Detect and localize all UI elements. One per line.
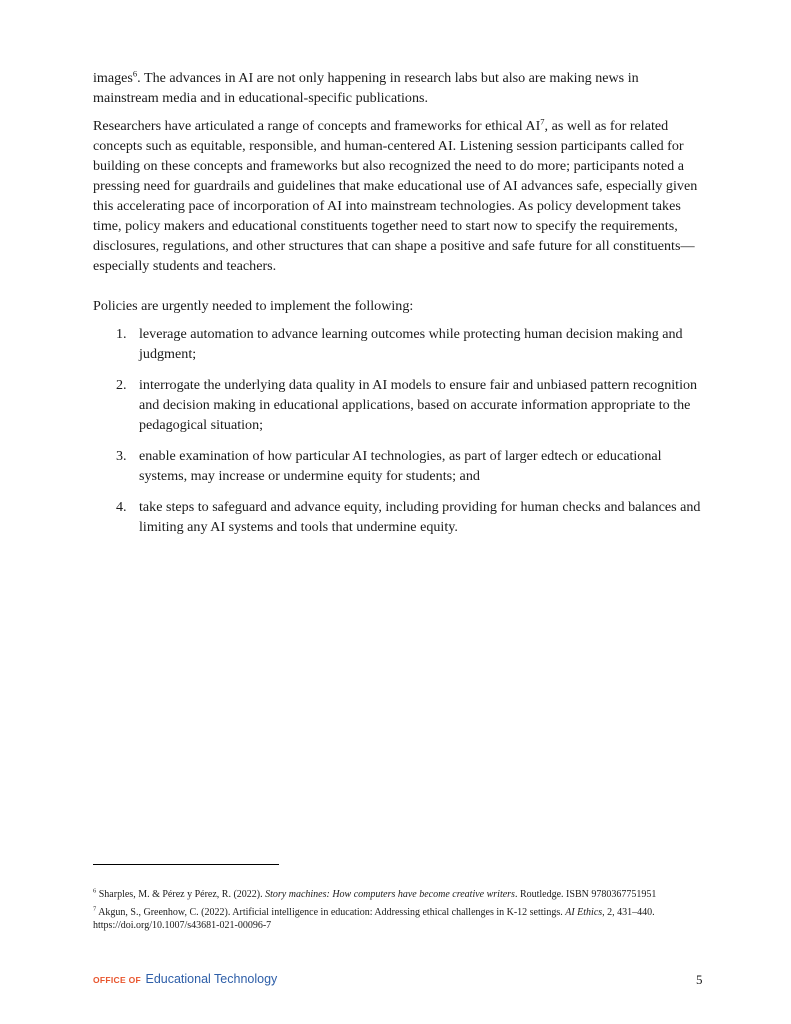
footnote-7 [93, 906, 693, 932]
list-item-text: leverage automation to advance learning outcomes while protecting human decision making and judgment; [139, 326, 683, 362]
page-number: 5 [696, 972, 703, 987]
list-item-number: 1. [116, 326, 127, 342]
paragraph-text: . The advances in AI are not only happening in research labs but also are making news in mainstream media and in educational-specific publications. [93, 70, 639, 106]
footnote-text: Sharples, M. & Pérez y Pérez, R. (2022). [96, 889, 266, 900]
footnote-ref-6[interactable]: 6 [132, 68, 138, 79]
footnote-text: 2, 431–440. https://doi.org/10.1007/s43681-021-00096-7 [93, 907, 655, 931]
logo-office-text: OFFICE OF [93, 975, 142, 985]
list-item-number: 2. [116, 377, 127, 393]
list-item-text: take steps to safeguard and advance equity, including providing for human checks and balances and limiting any AI systems and tools that undermine equity. [139, 499, 701, 535]
footnote-6 [93, 888, 693, 901]
paragraph-intro [93, 68, 703, 108]
list-item [93, 324, 703, 364]
footnote-text: . Routledge. ISBN 9780367751951 [514, 889, 657, 900]
footnote-text: Akgun, S., Greenhow, C. (2022). Artificial intelligence in education: Addressing ethical challenges in K-12 settings. [96, 907, 566, 918]
list-item [93, 446, 703, 486]
list-item [93, 375, 703, 435]
paragraph-text: images [93, 70, 133, 86]
list-item-number: 4. [116, 499, 127, 515]
paragraph-researchers [93, 116, 703, 276]
paragraph-text: Researchers have articulated a range of concepts and frameworks for ethical AI [93, 118, 541, 134]
list-item-text: interrogate the underlying data quality in AI models to ensure fair and unbiased pattern recognition and decision making in educational applications, based on accurate information appropriate to the pedagogical situation; [139, 377, 698, 433]
footnote-marker: 6 [93, 887, 97, 895]
footnote-title: AI Ethics, [565, 907, 605, 918]
policies-list [93, 324, 703, 548]
list-item [93, 497, 703, 537]
list-item-text: enable examination of how particular AI technologies, as part of larger edtech or educational systems, may increase or undermine equity for students; and [139, 448, 662, 484]
paragraph-text: , as well as for related concepts such as equitable, responsible, and human-centered AI. Listening session participants called for building on these concepts and frameworks but also recognized the need to do more; participants noted a pressing need for guardrails and guidelines that make educational use of AI advances safe, especially given this accelerating pace of incorporation of AI into mainstream technologies. As policy development takes time, policy makers and educational constituents together need to start now to specify the requirements, disclosures, regulations, and other structures that can shape a positive and safe future for all constituents—especially students and teachers. [93, 118, 698, 274]
footnote-title: Story machines: How computers have become creative writers [265, 889, 515, 900]
footnote-marker: 7 [93, 905, 97, 913]
footnote-divider [93, 864, 279, 865]
paragraph-policies-intro: Policies are urgently needed to implement the following: [93, 298, 414, 314]
footnote-ref-7[interactable]: 7 [540, 116, 545, 127]
logo-edtech-text: Educational Technology [145, 972, 278, 986]
list-item-number: 3. [116, 448, 127, 464]
office-logo [93, 970, 277, 988]
footnotes [93, 888, 693, 937]
